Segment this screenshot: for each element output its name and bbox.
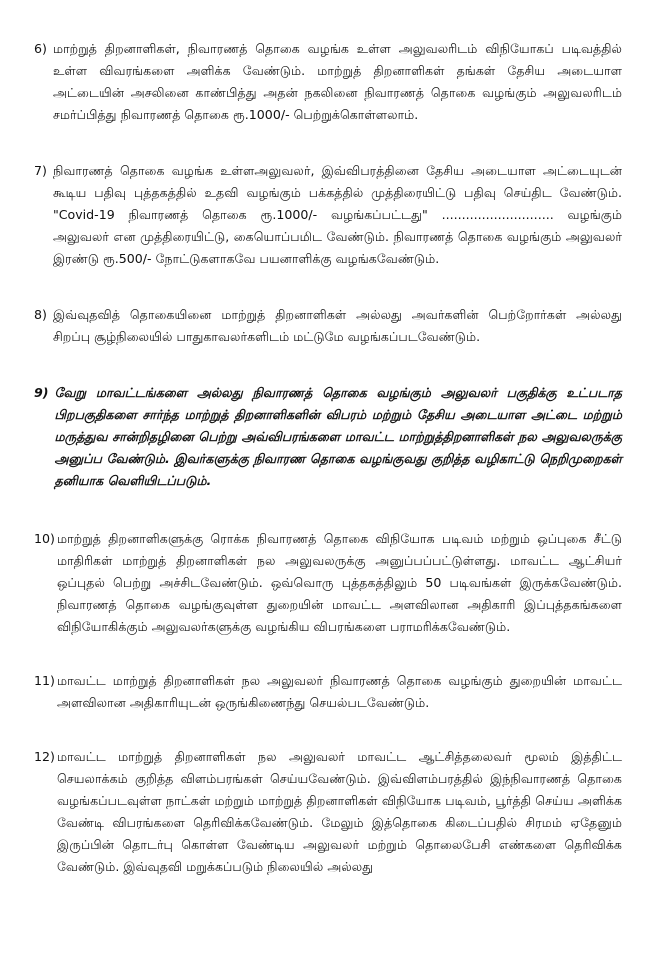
- item-number: 10): [34, 531, 55, 546]
- list-item-6: [34, 38, 622, 126]
- list-item-11: [34, 670, 622, 714]
- item-text: இவ்வுதவித் தொகையினை மாற்றுத் திறனாளிகள் அல்லது அவர்களின் பெற்றோர்கள் அல்லது சிறப்பு சூழ்நிலையில் பாதுகாவலர்களிடம் மட்டுமே வழங்கப்படவேண்டும்.: [52, 307, 622, 344]
- item-text: மாவட்ட மாற்றுத் திறனாளிகள் நல அலுவலர் நிவாரணத் தொகை வழங்கும் துறையின் மாவட்ட அளவிலான அதிகாரியுடன் ஒருங்கிணைந்து செயல்படவேண்டும்.: [56, 673, 622, 710]
- list-item-12: [34, 746, 622, 878]
- list-item-10: [34, 528, 622, 638]
- list-item-9: [34, 382, 622, 492]
- item-text: மாற்றுத் திறனாளிகள், நிவாரணத் தொகை வழங்க உள்ள அலுவலரிடம் விநியோகப் படிவத்தில் உள்ள விவரங்களை அளிக்க வேண்டும். மாற்றுத் திறனாளிகள் தங்கள் தேசிய அடையாள அட்டையின் அசலினை காண்பித்து அதன் நகலினை நிவாரணத் தொகை வழங்கும் அலுவலரிடம் சமர்ப்பித்து நிவாரணத் தொகை ரூ.1000/- பெற்றுக்கொள்ளலாம்.: [52, 41, 622, 122]
- item-number: 8): [34, 307, 47, 322]
- list-item-7: [34, 160, 622, 270]
- item-text: வேறு மாவட்டங்களை அல்லது நிவாரணத் தொகை வழங்கும் அலுவலர் பகுதிக்கு உட்படாத பிறபகுதிகளை சார்ந்த மாற்றுத் திறனாளிகளின் விபரம் மற்றும் தேசிய அடையாள அட்டை மற்றும் மருத்துவ சான்றிதழினை பெற்று அவ்விபரங்களை மாவட்ட மாற்றுத்திறனாளிகள் நல அலுவலருக்கு அனுப்ப வேண்டும். இவர்களுக்கு நிவாரண தொகை வழங்குவது குறித்த வழிகாட்டு நெறிமுறைகள் தனியாக வெளியிடப்படும்.: [54, 385, 622, 488]
- item-text: மாற்றுத் திறனாளிகளுக்கு ரொக்க நிவாரணத் தொகை விநியோக படிவம் மற்றும் ஒப்புகை சீட்டு மாதிரிகள் மாற்றுத் திறனாளிகள் நல அலுவலருக்கு அனுப்பப்பட்டுள்ளது. மாவட்ட ஆட்சியர் ஒப்புதல் பெற்று அச்சிடவேண்டும். ஒவ்வொரு புத்தகத்திலும் 50 படிவங்கள் இருக்கவேண்டும். நிவாரணத் தொகை வழங்குவுள்ள துறையின் மாவட்ட அளவிலான அதிகாரி இப்புத்தகங்களை விநியோகிக்கும் அலுவலர்களுக்கு வழங்கிய விபரங்களை பராமரிக்கவேண்டும்.: [56, 531, 622, 634]
- item-number: 12): [34, 749, 55, 764]
- item-number: 11): [34, 673, 55, 688]
- item-text: நிவாரணத் தொகை வழங்க உள்ளஅலுவலர், இவ்விபரத்தினை தேசிய அடையாள அட்டையுடன் கூடிய பதிவு புத்தகத்தில் உதவி வழங்கும் பக்கத்தில் முத்திரையிட்டு பதிவு செய்திட வேண்டும். "Covid-19 நிவாரணத் தொகை ரூ.1000/- வழங்கப்பட்டது" ............................ வழங்கும் அலுவலர் என முத்திரையிட்டு, கையொப்பமிட வேண்டும். நிவாரணத் தொகை வழங்கும் அலுவலர் இரண்டு ரூ.500/- நோட்டுகளாகவே பயனாளிக்கு வழங்கவேண்டும்.: [52, 163, 622, 266]
- item-number: 7): [34, 163, 47, 178]
- item-number: 9): [34, 385, 49, 400]
- list-item-8: [34, 304, 622, 348]
- item-text: மாவட்ட மாற்றுத் திறனாளிகள் நல அலுவலர் மாவட்ட ஆட்சித்தலைவர் மூலம் இத்திட்ட செயலாக்கம் குறித்த விளம்பரங்கள் செய்யவேண்டும். இவ்விளம்பரத்தில் இந்நிவாரணத் தொகை வழங்கப்படவுள்ள நாட்கள் மற்றும் மாற்றுத் திறனாளிகள் விநியோக படிவம், பூர்த்தி செய்ய அளிக்க வேண்டி விபரங்களை தெரிவிக்கவேண்டும். மேலும் இத்தொகை கிடைப்பதில் சிரமம் ஏதேனும் இருப்பின் தொடர்பு கொள்ள வேண்டிய அலுவலர் மற்றும் தொலைபேசி எண்களை தெரிவிக்க வேண்டும். இவ்வுதவி மறுக்கப்படும் நிலையில் அல்லது: [56, 749, 622, 874]
- item-number: 6): [34, 41, 47, 56]
